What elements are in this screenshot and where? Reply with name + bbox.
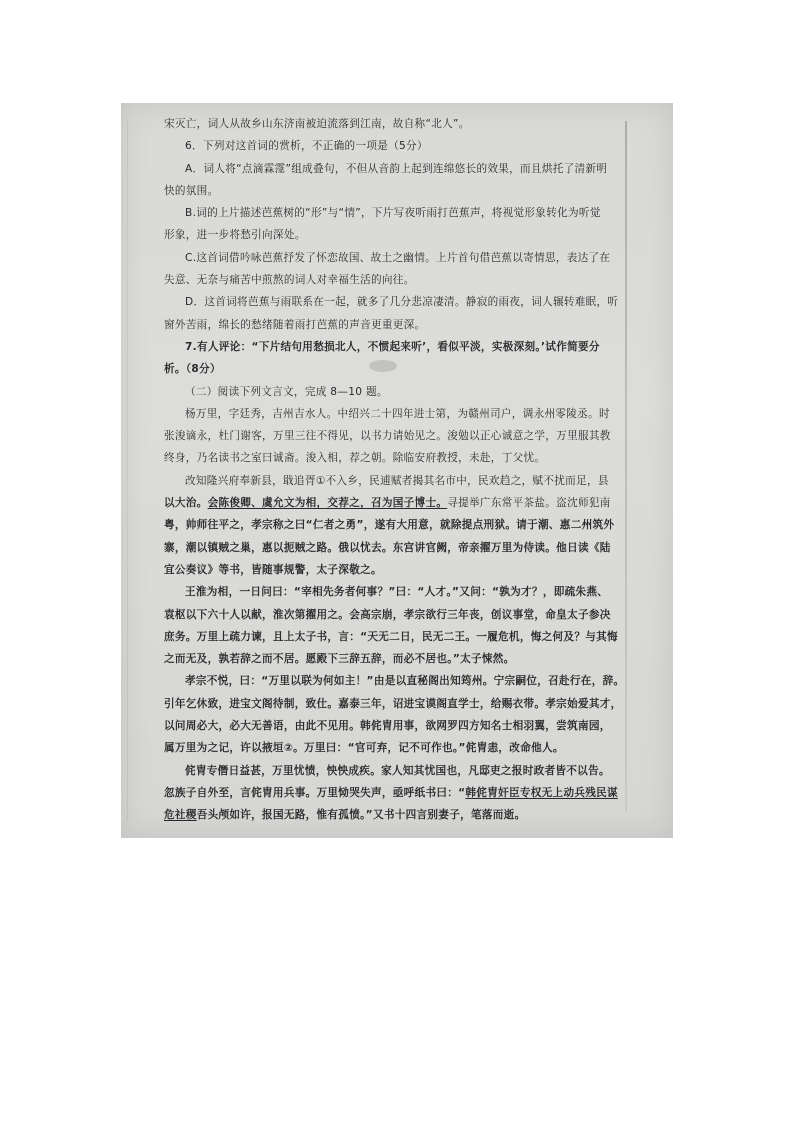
passage-p4-line2: 引年乞休致，进宝文阁待制，致仕。嘉泰三年，诏进宝谟阁直学士，给赐衣带。孝宗始爱其才， bbox=[164, 697, 622, 710]
passage-p2-line2 bbox=[164, 492, 629, 514]
question-6-option-a-cont: 快的氛围。 bbox=[164, 184, 219, 197]
exam-paper bbox=[121, 103, 673, 838]
question-7-stem-cont: 析。（8分） bbox=[164, 363, 221, 376]
passage-p1-line2: 张浚谪永，杜门谢客，万里三往不得见，以书力请始见之。浚勉以正心诚意之学，万里服其教 bbox=[164, 430, 611, 443]
poem-note-line: 宋灭亡，词人从故乡山东济南被迫流落到江南，故自称“北人”。 bbox=[164, 118, 470, 130]
passage-p5-line2 bbox=[164, 782, 629, 804]
passage-p1-line1: 杨万里，字廷秀，吉州吉水人。中绍兴二十四年进士第，为赣州司户，调永州零陵丞。时 bbox=[185, 407, 610, 420]
passage-p3-line2: 袁枢以下六十人以献，淮次第擢用之。会高宗崩，孝宗欲行三年丧，创议事堂，命皇太子参决 bbox=[164, 608, 611, 621]
passage-p4-line3: 以问周必大，必大无善语，由此不见用。韩侂胄用事，欲网罗四方知名士相羽翼，尝筑南园， bbox=[164, 720, 611, 733]
underlined-sentence-1: 会陈俊卿、虞允文为相，交荐之，召为国子博士。 bbox=[207, 497, 448, 510]
question-6-option-c: C.这首词借吟咏芭蕉抒发了怀恋故国、故土之幽情。上片首句借芭蕉以寄情思，表达了在 bbox=[185, 251, 611, 264]
scanned-page-photo bbox=[121, 103, 673, 838]
question-6-option-b: B.词的上片描述芭蕉树的“形”与“情”，下片写夜听雨打芭蕉声，将视觉形象转化为听觉 bbox=[185, 207, 601, 220]
passage-p5-line1: 侂胄专僭日益甚，万里忧愤，怏怏成疾。家人知其忧国也，凡邸吏之报时政者皆不以告。 bbox=[185, 764, 610, 777]
question-6-option-a: A．词人将“点滴霖霪”组成叠句，不但从音韵上起到连绵悠长的效果，而且烘托了清新明 bbox=[185, 162, 608, 175]
question-6-option-d-cont: 窗外苦雨，绵长的愁绪随着雨打芭蕉的声音更重更深。 bbox=[164, 318, 426, 331]
section-2-heading: （二）阅读下列文言文，完成 8—10 题。 bbox=[185, 385, 388, 398]
passage-p3-line4: 之而无及，孰若辞之而不居。愿殿下三辞五辞，而必不居也。”太子悚然。 bbox=[164, 653, 515, 666]
passage-p2-line5: 宜公奏议》等书，皆随事规警，太子深敬之。 bbox=[164, 563, 382, 576]
question-7-stem: 7.有人评论：“下片结句用愁损北人，不惯起来听’，看似平淡，实极深刻。’试作简要分 bbox=[185, 340, 600, 353]
passage-p3-line1: 王淮为相，一日问曰：“宰相先务者何事？”曰：“人才。”又问：“孰为才？，即疏朱燕、 bbox=[185, 586, 609, 599]
question-6-option-b-cont: 形象，进一步将愁引向深处。 bbox=[164, 229, 306, 242]
question-6-option-d: D．这首词将芭蕉与雨联系在一起，就多了几分悲凉凄清。静寂的雨夜，词人辗转难眠，听 bbox=[185, 296, 619, 309]
question-6-option-c-cont: 失意、无奈与痛苦中煎熬的词人对幸福生活的向往。 bbox=[164, 274, 415, 287]
passage-p2-line2-end: 寻提举广东常平茶盐。盗沈师犯南 bbox=[447, 497, 611, 510]
passage-p5-line3 bbox=[164, 804, 629, 826]
passage-p1-line3: 终身，乃名读书之室曰诚斋。浚入相，荐之朝。除临安府教授，未赴，丁父忧。 bbox=[164, 452, 546, 465]
underlined-sentence-2-cont: 危社稷 bbox=[164, 809, 197, 822]
passage-p2-line4: 寨，潮以镇贼之巢，惠以扼贼之路。俄以忧去。东宫讲官阙，帝亲擢万里为侍读。他日读《陆 bbox=[164, 541, 611, 554]
underlined-sentence-2: 韩侂胄奸臣专权无上动兵残民谋 bbox=[465, 786, 618, 799]
passage-p5-line2-start: 忽族子自外至，言侂胄用兵事。万里恸哭失声，亟呼纸书曰：“ bbox=[164, 786, 466, 799]
passage-p2-line1: 改知隆兴府奉新县，戢追胥①不入乡，民逋赋者揭其名市中，民欢趋之，赋不扰而足，县 bbox=[185, 474, 609, 487]
passage-p5-line3-end: 吾头颅如许，报国无路，惟有孤愤。”又书十四言别妻子，笔落而逝。 bbox=[196, 809, 526, 822]
passage-p2-line2-start: 以大治。 bbox=[164, 497, 208, 510]
passage-p2-line3: 粤，帅师往平之，孝宗称之曰“仁者之勇”，遂有大用意，就除提点刑狱。请于潮、惠二州筑外 bbox=[164, 519, 615, 532]
passage-p4-line4: 属万里为之记，许以掖垣②。万里曰：“官可弃，记不可作也。”侂胄恚，改命他人。 bbox=[164, 742, 564, 755]
question-6-stem: 6．下列对这首词的赏析，不正确的一项是（5分） bbox=[185, 140, 428, 153]
passage-p4-line1: 孝宗不悦，曰：“万里以联为何如主！”由是以直秘阁出知筠州。宁宗嗣位，召赴行在，辞。 bbox=[185, 675, 625, 688]
passage-p3-line3: 庶务。万里上疏力谏，且上太子书，言：“天无二日，民无二王。一履危机，悔之何及？与其悔 bbox=[164, 630, 618, 643]
